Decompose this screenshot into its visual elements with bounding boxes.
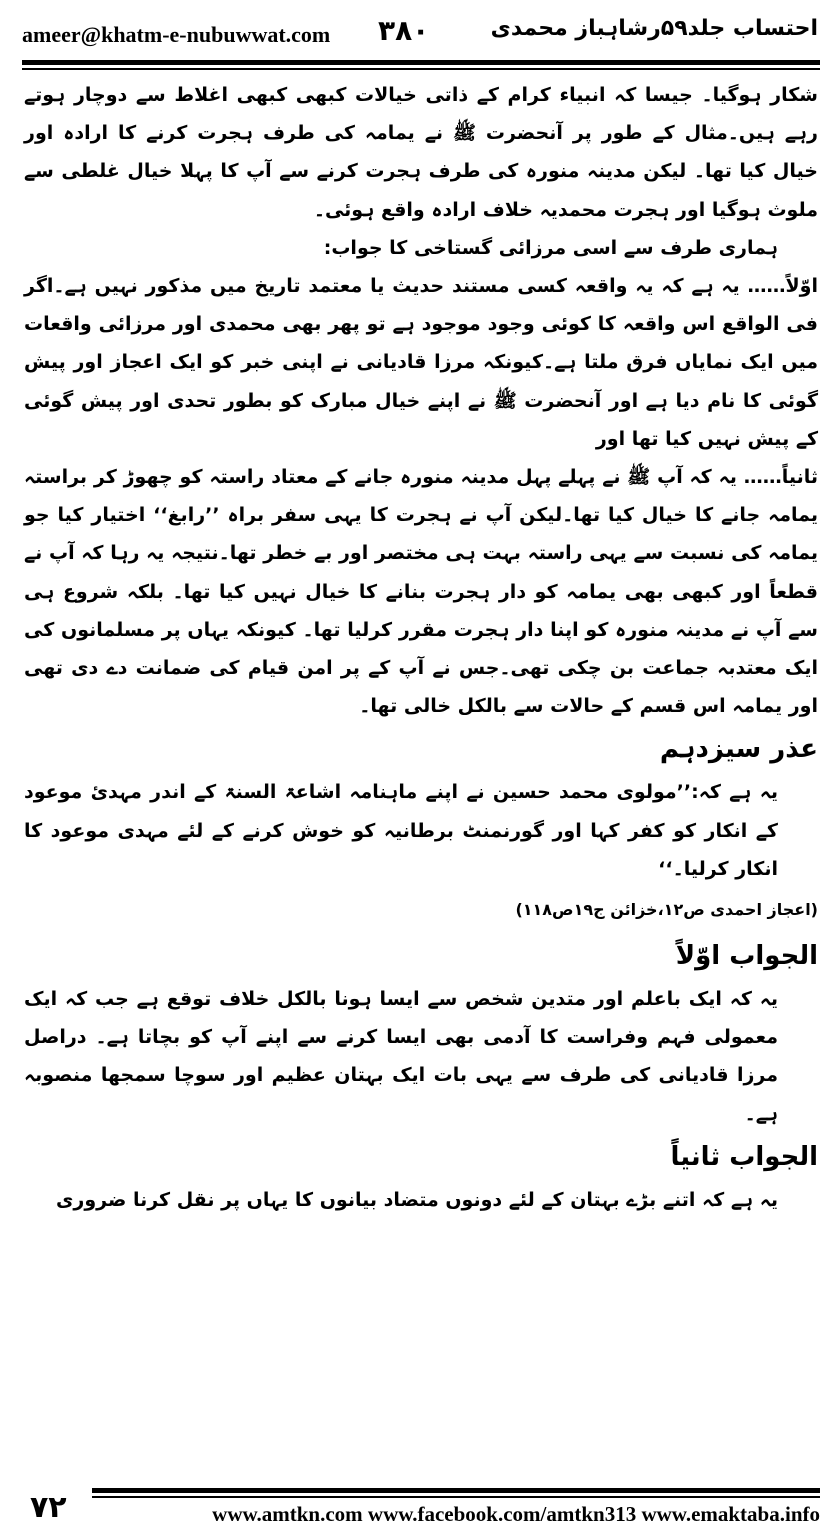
page-footer [0, 1488, 840, 1540]
footer-page-number: ۷۲ [30, 1490, 67, 1525]
footer-rule-thin [92, 1496, 820, 1498]
answer-heading-first: الجواب اوّلاً [675, 941, 818, 972]
paragraph-quote: یہ ہے کہ:’’مولوی محمد حسین نے اپنے ماہنامہ اشاعۃ السنۃ کے اندر مہدیٔ موعود کے انکار کو کفر کہا اور گورنمنٹ برطانیہ کو خوش کرنے کے لئے مہدی موعود کا انکار کرلیا۔‘‘ [24, 781, 778, 880]
header-page-number: ۳۸۰ [378, 14, 430, 47]
paragraph-intro: شکار ہوگیا۔ جیسا کہ انبیاء کرام کے ذاتی خیالات کبھی کبھی اغلاط سے دوچار ہوتے رہے ہیں۔مثال کے طور پر آنحضرت ﷺ نے یمامہ کی طرف ہجرت کرنے کا ارادہ اور خیال کیا تھا۔ لیکن مدینہ منورہ کی طرف ہجرت کرنے سے آپ کا پہلا خیال غلطی سے ملوث ہوگیا اور ہجرت محمدیہ خلاف ارادہ واقع ہوئی۔ [24, 84, 818, 221]
header-book-title: احتساب جلد۵۹رشاہباز محمدی [490, 16, 818, 41]
answer-heading-second: الجواب ثانیاً [670, 1141, 818, 1172]
page-body [24, 76, 818, 1476]
header-rule-thick [22, 60, 820, 65]
footer-links: www.amtkn.com www.facebook.com/amtkn313 www.emaktaba.info [212, 1502, 820, 1526]
section-heading: عذر سیزدہم [659, 734, 818, 765]
paragraph-first-point: اوّلاً…… یہ ہے کہ یہ واقعہ کسی مستند حدیث یا معتمد تاریخ میں مذکور نہیں ہے۔اگر فی الواقع اس واقعہ کا کوئی وجود موجود ہے تو پھر بھی محمدی اور مرزائی واقعات میں ایک نمایاں فرق ملتا ہے۔کیونکہ مرزا قادیانی نے اپنی خبر کو ایک اعجاز اور پیش گوئی کا نام دیا ہے اور آنحضرت ﷺ نے اپنے خیال مبارک کو بطور تحدی اور پیش گوئی کے پیش نہیں کیا تھا اور [24, 275, 818, 450]
reply-heading: ہماری طرف سے اسی مرزائی گستاخی کا جواب: [323, 236, 778, 259]
paragraph-answer-second: یہ ہے کہ اتنے بڑے بہتان کے لئے دونوں متضاد بیانوں کا یہاں پر نقل کرنا ضروری [56, 1188, 778, 1211]
footer-rule-thick [92, 1488, 820, 1493]
header-email: ameer@khatm-e-nubuwwat.com [22, 22, 331, 47]
page-header [0, 0, 840, 62]
paragraph-answer-first: یہ کہ ایک باعلم اور متدین شخص سے ایسا ہونا بالکل خلاف توقع ہے جب کہ ایک معمولی فہم وفراست کا آدمی بھی ایسا کرنے سے اپنے آپ کو بچاتا ہے۔ دراصل مرزا قادیانی کی طرف سے یہی بات ایک بہتان عظیم اور سوچا سمجھا منصوبہ ہے۔ [24, 988, 778, 1125]
paragraph-second-point: ثانیاً…… یہ کہ آپ ﷺ نے پہلے پہل مدینہ منورہ جانے کے معتاد راستہ کو چھوڑ کر براستہ یمامہ جانے کا خیال کیا تھا۔لیکن آپ نے ہجرت کا یہی سفر براہ ’’رابغ‘‘ اختیار کیا جو یمامہ کی نسبت سے یہی راستہ بہت ہی مختصر اور بے خطر تھا۔نتیجہ یہ رہا کہ آپ نے قطعاً اور کبھی بھی یمامہ کو دار ہجرت بنانے کا خیال نہیں کیا تھا۔ بلکہ شروع ہی سے آپ نے مدینہ منورہ کو اپنا دار ہجرت مقرر کرلیا تھا۔ کیونکہ یہاں پر مسلمانوں کی ایک معتدبہ جماعت بن چکی تھی۔جس نے آپ کے پر امن قیام کی ضمانت دے دی تھی اور یمامہ اس قسم کے حالات سے بالکل خالی تھا۔ [24, 466, 818, 718]
header-rule-thin [22, 68, 820, 70]
reference-citation: (اعجاز احمدی ص۱۲،خزائن ج۱۹ص۱۱۸) [515, 900, 818, 920]
